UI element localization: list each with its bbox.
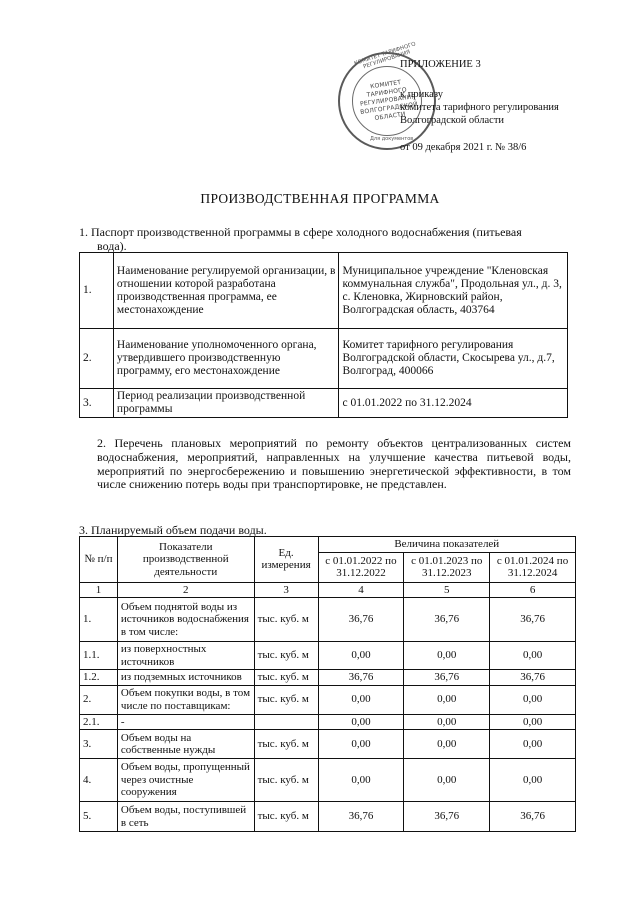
row-indicator: Объем покупки воды, в том числе по поставщикам: (117, 685, 254, 714)
index-cell: 2 (117, 582, 254, 598)
table-header-row (80, 537, 576, 553)
section3-heading: 3. Планируемый объем подачи воды. (79, 523, 267, 537)
row-value-2022: 0,00 (318, 714, 404, 730)
row-indicator: - (117, 714, 254, 730)
row-value-2023: 36,76 (404, 802, 490, 832)
index-cell: 1 (80, 582, 118, 598)
row-indicator: Объем воды, поступившей в сеть (117, 802, 254, 832)
row-unit: тыс. куб. м (254, 685, 318, 714)
section1-heading: 1. Паспорт производственной программы в сфере холодного водоснабжения (питьевая (79, 225, 522, 239)
row-label: Период реализации производственной программы (113, 389, 339, 418)
row-number: 1. (80, 253, 114, 329)
to-order-label: к приказу (400, 89, 443, 100)
row-value: с 01.01.2022 по 31.12.2024 (339, 389, 568, 418)
row-value-2022: 36,76 (318, 670, 404, 686)
region-line: Волгоградской области (400, 115, 505, 126)
section2-paragraph: 2. Перечень плановых мероприятий по ремонту объектов централизованных систем водоснабжения, мероприятий, направленных на улучшение качества питьевой воды, мероприятий по энергосбережению и повышению энергетической эффективности, в том числе снижению потерь воды при транспортировке, не представлен. (97, 436, 571, 492)
water-volume-table (79, 536, 576, 832)
row-number: 2. (80, 329, 114, 389)
table-row (80, 685, 576, 714)
section1-heading-cont: вода). (97, 239, 127, 253)
row-number: 3. (80, 389, 114, 418)
col-header-period: с 01.01.2022 по 31.12.2022 (318, 552, 404, 582)
index-cell: 4 (318, 582, 404, 598)
row-value-2022: 0,00 (318, 642, 404, 670)
stamp-bottom-text: Для документов (370, 136, 414, 142)
table-row (80, 670, 576, 686)
row-number: 2.1. (80, 714, 118, 730)
row-label: Наименование уполномоченного органа, утвердившего производственную программу, его местонахождение (113, 329, 339, 389)
row-number: 2. (80, 685, 118, 714)
row-value-2023: 36,76 (404, 598, 490, 642)
table-row (80, 730, 576, 759)
row-number: 4. (80, 759, 118, 802)
column-index-row (80, 582, 576, 598)
index-cell: 3 (254, 582, 318, 598)
row-number: 1.2. (80, 670, 118, 686)
col-header-period: с 01.01.2023 по 31.12.2023 (404, 552, 490, 582)
table-row (80, 329, 568, 389)
row-value-2023: 0,00 (404, 685, 490, 714)
row-value-2023: 0,00 (404, 730, 490, 759)
row-indicator: из поверхностных источников (117, 642, 254, 670)
row-indicator: Объем воды на собственные нужды (117, 730, 254, 759)
row-value-2024: 0,00 (490, 730, 576, 759)
index-cell: 5 (404, 582, 490, 598)
row-value-2022: 0,00 (318, 685, 404, 714)
col-header-unit: Ед. измерения (254, 537, 318, 583)
index-cell: 6 (490, 582, 576, 598)
row-value-2024: 0,00 (490, 714, 576, 730)
row-number: 3. (80, 730, 118, 759)
row-value-2023: 36,76 (404, 670, 490, 686)
appendix-label: ПРИЛОЖЕНИЕ 3 (400, 59, 481, 70)
document-title: ПРОИЗВОДСТВЕННАЯ ПРОГРАММА (200, 191, 440, 206)
row-indicator: из подземных источников (117, 670, 254, 686)
row-value-2022: 36,76 (318, 598, 404, 642)
table-row (80, 759, 576, 802)
row-value-2023: 0,00 (404, 642, 490, 670)
row-value-2022: 0,00 (318, 730, 404, 759)
passport-table (79, 252, 568, 418)
row-value-2023: 0,00 (404, 759, 490, 802)
row-unit: тыс. куб. м (254, 598, 318, 642)
row-value-2022: 36,76 (318, 802, 404, 832)
col-header-values: Величина показателей (318, 537, 575, 553)
row-label: Наименование регулируемой организации, в отношении которой разработана производственная программа, ее местонахождение (113, 253, 339, 329)
row-value-2024: 36,76 (490, 670, 576, 686)
table-row (80, 598, 576, 642)
row-indicator: Объем поднятой воды из источников водоснабжения в том числе: (117, 598, 254, 642)
row-value-2024: 0,00 (490, 685, 576, 714)
row-number: 5. (80, 802, 118, 832)
table-row (80, 642, 576, 670)
table-row (80, 389, 568, 418)
row-unit: тыс. куб. м (254, 730, 318, 759)
row-value: Муниципальное учреждение "Кленовская коммунальная служба", Продольная ул., д. 3, с. Кленовка, Жирновский район, Волгоградская область, 403764 (339, 253, 568, 329)
col-header-num: № п/п (80, 537, 118, 583)
row-value-2024: 0,00 (490, 642, 576, 670)
row-value-2023: 0,00 (404, 714, 490, 730)
row-value-2024: 36,76 (490, 802, 576, 832)
committee-line: комитета тарифного регулирования (400, 102, 559, 113)
table-row (80, 714, 576, 730)
stamp-center-text: КОМИТЕТ ТАРИФНОГО РЕГУЛИРОВАНИЯ ВОЛГОГРАДСКОЙ ОБЛАСТИ (359, 79, 419, 122)
row-value-2022: 0,00 (318, 759, 404, 802)
row-value-2024: 36,76 (490, 598, 576, 642)
row-unit: тыс. куб. м (254, 642, 318, 670)
row-unit: тыс. куб. м (254, 670, 318, 686)
row-indicator: Объем воды, пропущенный через очистные сооружения (117, 759, 254, 802)
col-header-period: с 01.01.2024 по 31.12.2024 (490, 552, 576, 582)
row-unit: тыс. куб. м (254, 802, 318, 832)
row-unit (254, 714, 318, 730)
row-number: 1.1. (80, 642, 118, 670)
table-row (80, 253, 568, 329)
row-number: 1. (80, 598, 118, 642)
row-value: Комитет тарифного регулирования Волгоградской области, Скосырева ул., д.7, Волгоград, 400066 (339, 329, 568, 389)
col-header-indicator: Показатели производственной деятельности (117, 537, 254, 583)
row-unit: тыс. куб. м (254, 759, 318, 802)
table-row (80, 802, 576, 832)
row-value-2024: 0,00 (490, 759, 576, 802)
order-date-line: от 09 декабря 2021 г. № 38/6 (400, 142, 527, 153)
stamp-ring-text: КОМИТЕТ ТАРИФНОГО РЕГУЛИРОВАНИЯ (353, 41, 417, 71)
